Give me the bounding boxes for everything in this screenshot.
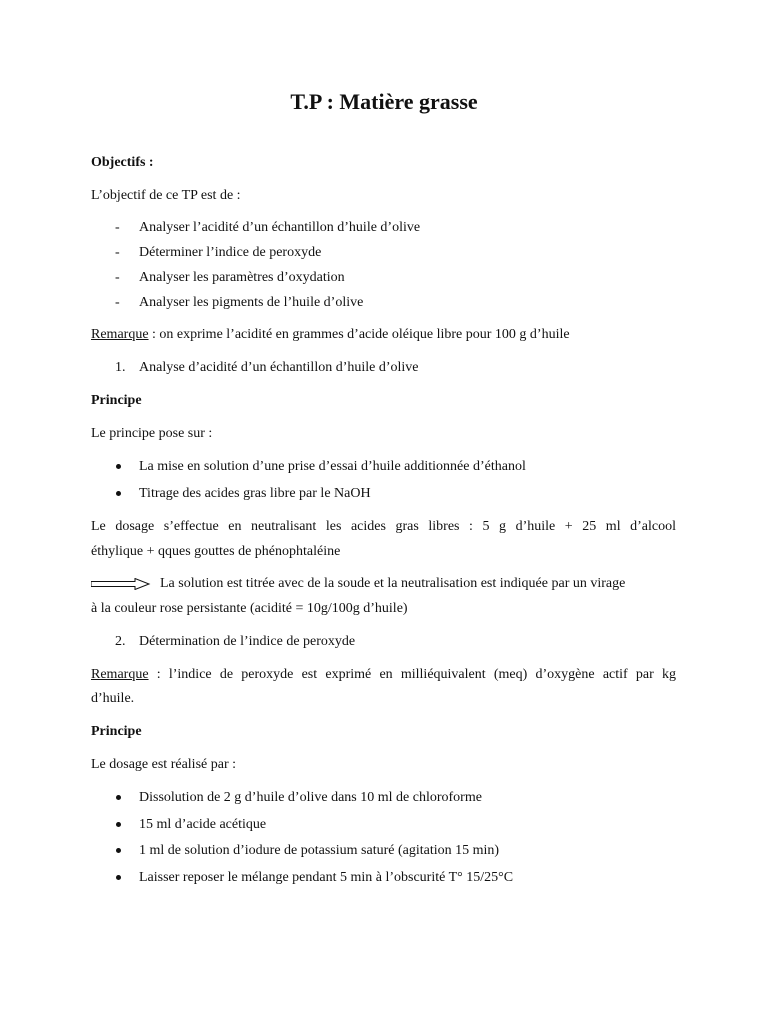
bullet-icon (116, 795, 121, 800)
bullet-item: Dissolution de 2 g d’huile d’olive dans 10 ml de chloroforme (139, 790, 482, 805)
principe-intro: Le principe pose sur : (91, 426, 213, 441)
bullet-item: 15 ml d’acide acétique (139, 817, 267, 832)
dash-marker: - (115, 220, 120, 235)
remarque-text: d’huile. (91, 691, 135, 706)
remarque-label: Remarque (91, 327, 149, 342)
objectif-item: Analyser les paramètres d’oxydation (139, 270, 345, 285)
principe-heading: Principe (91, 724, 142, 739)
section-title: Détermination de l’indice de peroxyde (139, 634, 356, 649)
bullet-icon (116, 822, 121, 827)
objectif-item: Analyser les pigments de l’huile d’olive (139, 295, 364, 310)
objectifs-heading: Objectifs : (91, 155, 154, 170)
section-title: Analyse d’acidité d’un échantillon d’huile d’olive (139, 360, 419, 375)
right-arrow-icon (91, 578, 151, 590)
remarque-label: Remarque (91, 667, 149, 682)
arrow-conclusion: La solution est titrée avec de la soude et la neutralisation est indiquée par un virage (160, 576, 626, 591)
arrow-conclusion: à la couleur rose persistante (acidité = 10g/100g d’huile) (91, 601, 408, 616)
section-number: 2. (115, 634, 126, 649)
bullet-icon (116, 848, 121, 853)
dosage-line: éthylique + qques gouttes de phénophtaléine (91, 544, 341, 559)
objectifs-intro: L’objectif de ce TP est de : (91, 188, 241, 203)
objectif-item: Déterminer l’indice de peroxyde (139, 245, 322, 260)
bullet-icon (116, 875, 121, 880)
bullet-item: Titrage des acides gras libre par le NaOH (139, 486, 371, 501)
dash-marker: - (115, 245, 120, 260)
page-title: T.P : Matière grasse (290, 89, 478, 114)
bullet-item: 1 ml de solution d’iodure de potassium saturé (agitation 15 min) (139, 843, 500, 858)
remarque-acidite (91, 327, 570, 343)
remarque-peroxyde (91, 662, 676, 687)
section-number: 1. (115, 360, 126, 375)
dash-marker: - (115, 270, 120, 285)
remarque-text: : on exprime l’acidité en grammes d’acide oléique libre pour 100 g d’huile (148, 327, 570, 342)
dash-marker: - (115, 295, 120, 310)
bullet-item: Laisser reposer le mélange pendant 5 min à l’obscurité T° 15/25°C (139, 870, 514, 885)
bullet-icon (116, 464, 121, 469)
remarque-text: : l’indice de peroxyde est exprimé en milliéquivalent (meq) d’oxygène actif par kg (148, 667, 676, 682)
bullet-item: La mise en solution d’une prise d’essai d’huile additionnée d’éthanol (139, 459, 526, 474)
bullet-icon (116, 491, 121, 496)
principe-heading: Principe (91, 393, 142, 408)
principe-intro: Le dosage est réalisé par : (91, 757, 236, 772)
objectif-item: Analyser l’acidité d’un échantillon d’huile d’olive (139, 220, 421, 235)
dosage-line: Le dosage s’effectue en neutralisant les acides gras libres : 5 g d’huile + 25 ml d’alcool (91, 519, 676, 534)
